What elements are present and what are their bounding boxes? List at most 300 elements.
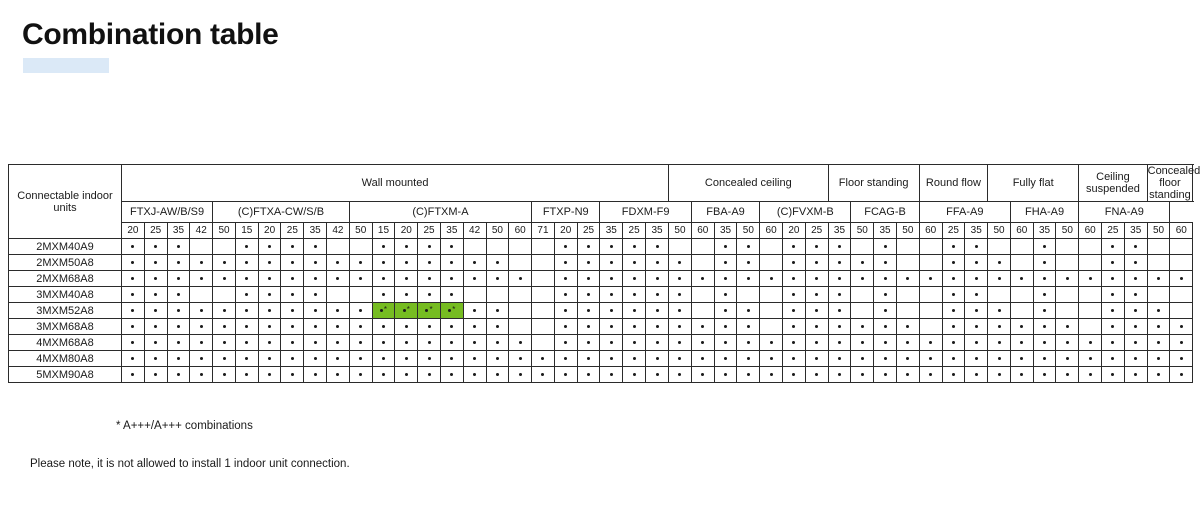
size-header: 35 bbox=[645, 223, 668, 239]
combination-cell bbox=[691, 335, 714, 351]
dot-icon bbox=[1066, 341, 1069, 344]
combination-cell bbox=[919, 335, 942, 351]
dot-icon bbox=[906, 277, 909, 280]
size-header: 42 bbox=[190, 223, 213, 239]
dot-icon bbox=[610, 293, 613, 296]
dot-icon bbox=[200, 261, 203, 264]
size-header: 35 bbox=[828, 223, 851, 239]
combination-cell bbox=[714, 319, 737, 335]
combination-cell bbox=[1170, 335, 1193, 351]
dot-icon bbox=[1157, 341, 1160, 344]
combination-cell bbox=[349, 255, 372, 271]
combination-cell bbox=[988, 255, 1011, 271]
combination-cell bbox=[783, 351, 806, 367]
dot-icon bbox=[1111, 341, 1114, 344]
combination-cell bbox=[1010, 255, 1033, 271]
combination-cell bbox=[1010, 351, 1033, 367]
dot-icon bbox=[1134, 373, 1137, 376]
size-header: 50 bbox=[737, 223, 760, 239]
dot-icon bbox=[656, 245, 659, 248]
combination-cell bbox=[349, 271, 372, 287]
combination-cell bbox=[714, 351, 737, 367]
dot-icon bbox=[1043, 245, 1046, 248]
combination-cell bbox=[691, 239, 714, 255]
combination-cell bbox=[988, 319, 1011, 335]
combination-cell bbox=[144, 303, 167, 319]
size-header: 35 bbox=[1033, 223, 1056, 239]
combination-cell bbox=[281, 303, 304, 319]
combination-cell bbox=[395, 287, 418, 303]
combination-cell bbox=[190, 239, 213, 255]
combination-cell bbox=[851, 255, 874, 271]
combination-cell bbox=[1170, 287, 1193, 303]
combination-cell bbox=[760, 351, 783, 367]
dot-icon bbox=[747, 325, 750, 328]
combination-cell bbox=[349, 367, 372, 383]
dot-icon bbox=[450, 357, 453, 360]
combination-cell bbox=[760, 255, 783, 271]
combination-cell bbox=[418, 287, 441, 303]
dot-icon bbox=[838, 293, 841, 296]
dot-icon bbox=[382, 373, 385, 376]
size-header: 35 bbox=[167, 223, 190, 239]
combination-cell bbox=[1079, 255, 1102, 271]
size-header: 71 bbox=[532, 223, 555, 239]
group-header: Fully flat bbox=[988, 165, 1079, 202]
combination-cell bbox=[395, 351, 418, 367]
dot-icon bbox=[792, 357, 795, 360]
combination-cell bbox=[874, 319, 897, 335]
model-header: FBA-A9 bbox=[691, 202, 759, 223]
dot-icon bbox=[154, 277, 157, 280]
combination-cell bbox=[942, 367, 965, 383]
combination-cell bbox=[919, 271, 942, 287]
dot-icon bbox=[906, 325, 909, 328]
combination-cell bbox=[828, 351, 851, 367]
indoor-unit-label: 5MXM90A8 bbox=[9, 367, 122, 383]
combination-cell bbox=[577, 319, 600, 335]
dot-icon bbox=[268, 373, 271, 376]
combination-cell bbox=[190, 351, 213, 367]
combination-cell bbox=[190, 271, 213, 287]
combination-cell bbox=[1056, 351, 1079, 367]
dot-icon bbox=[1180, 373, 1183, 376]
dot-icon bbox=[359, 373, 362, 376]
dot-icon bbox=[998, 373, 1001, 376]
combination-cell bbox=[190, 303, 213, 319]
combination-cell bbox=[304, 367, 327, 383]
combination-cell bbox=[1010, 239, 1033, 255]
combination-cell bbox=[554, 271, 577, 287]
dot-icon bbox=[1043, 309, 1046, 312]
combination-cell bbox=[1056, 239, 1079, 255]
dot-icon bbox=[861, 341, 864, 344]
dot-icon bbox=[952, 341, 955, 344]
dot-icon bbox=[450, 245, 453, 248]
combination-cell bbox=[988, 335, 1011, 351]
dot-icon bbox=[245, 245, 248, 248]
size-header: 60 bbox=[509, 223, 532, 239]
combination-cell bbox=[258, 319, 281, 335]
dot-icon bbox=[519, 277, 522, 280]
combination-cell bbox=[167, 239, 190, 255]
combination-cell bbox=[783, 255, 806, 271]
size-header: 50 bbox=[349, 223, 372, 239]
combination-cell bbox=[577, 239, 600, 255]
combination-cell bbox=[965, 271, 988, 287]
combination-cell bbox=[532, 271, 555, 287]
dot-icon bbox=[154, 261, 157, 264]
dot-icon bbox=[724, 261, 727, 264]
size-header: 50 bbox=[851, 223, 874, 239]
dot-icon bbox=[884, 373, 887, 376]
combination-cell bbox=[1056, 303, 1079, 319]
combination-cell bbox=[144, 351, 167, 367]
dot-icon bbox=[610, 357, 613, 360]
dot-icon bbox=[564, 245, 567, 248]
dot-icon bbox=[792, 309, 795, 312]
combination-cell bbox=[896, 239, 919, 255]
combination-cell bbox=[509, 239, 532, 255]
size-header: 25 bbox=[1102, 223, 1125, 239]
page-title: Combination table bbox=[22, 18, 279, 51]
combination-cell bbox=[395, 271, 418, 287]
combination-cell bbox=[714, 239, 737, 255]
dot-icon bbox=[587, 293, 590, 296]
combination-cell bbox=[577, 303, 600, 319]
dot-icon bbox=[884, 293, 887, 296]
dot-icon bbox=[952, 293, 955, 296]
combination-cell bbox=[281, 271, 304, 287]
combination-cell bbox=[737, 287, 760, 303]
combination-cell bbox=[1033, 303, 1056, 319]
dot-icon bbox=[1180, 341, 1183, 344]
combination-cell bbox=[440, 335, 463, 351]
dot-icon bbox=[1111, 309, 1114, 312]
combination-cell bbox=[645, 319, 668, 335]
combination-cell bbox=[440, 255, 463, 271]
combination-cell bbox=[167, 303, 190, 319]
combination-cell bbox=[1010, 367, 1033, 383]
corner-header-line2: units bbox=[53, 201, 77, 214]
size-header: 42 bbox=[463, 223, 486, 239]
dot-icon bbox=[223, 341, 226, 344]
dot-icon bbox=[1180, 325, 1183, 328]
combination-cell bbox=[509, 271, 532, 287]
combination-cell bbox=[372, 255, 395, 271]
combination-cell bbox=[1124, 335, 1147, 351]
combination-cell bbox=[1056, 271, 1079, 287]
dot-icon bbox=[314, 245, 317, 248]
combination-cell bbox=[623, 239, 646, 255]
dot-icon bbox=[656, 261, 659, 264]
combination-cell bbox=[1124, 239, 1147, 255]
dot-icon bbox=[815, 341, 818, 344]
size-header: 25 bbox=[281, 223, 304, 239]
combination-cell bbox=[1056, 319, 1079, 335]
combination-cell bbox=[645, 239, 668, 255]
dot-icon bbox=[268, 341, 271, 344]
combination-cell bbox=[213, 351, 236, 367]
combination-cell bbox=[965, 287, 988, 303]
dot-icon bbox=[1111, 245, 1114, 248]
combination-table bbox=[8, 164, 1200, 383]
model-header: (C)FTXA-CW/S/B bbox=[213, 202, 350, 223]
dot-icon bbox=[177, 277, 180, 280]
dot-icon bbox=[177, 293, 180, 296]
size-header: 50 bbox=[988, 223, 1011, 239]
combination-cell bbox=[190, 255, 213, 271]
dot-icon bbox=[1020, 373, 1023, 376]
combination-cell bbox=[805, 319, 828, 335]
dot-icon bbox=[336, 309, 339, 312]
combination-cell bbox=[122, 351, 145, 367]
dot-icon bbox=[473, 341, 476, 344]
dot-icon bbox=[131, 357, 134, 360]
dot-icon bbox=[724, 341, 727, 344]
dot-icon bbox=[633, 261, 636, 264]
dot-icon bbox=[154, 309, 157, 312]
indoor-unit-label: 3MXM40A8 bbox=[9, 287, 122, 303]
dot-icon bbox=[428, 357, 431, 360]
dot-icon bbox=[177, 325, 180, 328]
combination-cell bbox=[623, 319, 646, 335]
combination-cell bbox=[1079, 367, 1102, 383]
dot-icon bbox=[473, 277, 476, 280]
dot-icon bbox=[154, 325, 157, 328]
combination-cell bbox=[1147, 271, 1170, 287]
dot-icon bbox=[861, 261, 864, 264]
dot-icon bbox=[496, 325, 499, 328]
dot-icon bbox=[792, 341, 795, 344]
model-header: (C)FTXM-A bbox=[349, 202, 531, 223]
dot-icon bbox=[861, 325, 864, 328]
asterisk-marker: * bbox=[429, 305, 433, 315]
dot-icon bbox=[770, 277, 773, 280]
dot-icon bbox=[1157, 277, 1160, 280]
dot-icon bbox=[314, 261, 317, 264]
dot-icon bbox=[724, 357, 727, 360]
dot-icon bbox=[633, 245, 636, 248]
dot-icon bbox=[245, 309, 248, 312]
combination-cell bbox=[167, 351, 190, 367]
dot-icon bbox=[929, 373, 932, 376]
dot-icon bbox=[496, 261, 499, 264]
combination-cell bbox=[737, 367, 760, 383]
combination-cell bbox=[213, 319, 236, 335]
combination-cell bbox=[669, 271, 692, 287]
combination-cell bbox=[669, 255, 692, 271]
combination-cell bbox=[281, 239, 304, 255]
dot-icon bbox=[541, 357, 544, 360]
table-header bbox=[9, 165, 1200, 239]
table-row bbox=[9, 335, 1193, 351]
combination-cell bbox=[304, 271, 327, 287]
dot-icon bbox=[496, 309, 499, 312]
model-header: FTXP-N9 bbox=[532, 202, 600, 223]
combination-cell bbox=[1124, 319, 1147, 335]
combination-cell bbox=[190, 367, 213, 383]
size-header: 35 bbox=[1124, 223, 1147, 239]
dot-icon bbox=[177, 245, 180, 248]
size-header: 25 bbox=[144, 223, 167, 239]
dot-icon bbox=[724, 293, 727, 296]
combination-cell bbox=[965, 303, 988, 319]
combination-cell bbox=[1170, 351, 1193, 367]
dot-icon bbox=[678, 277, 681, 280]
dot-icon bbox=[496, 357, 499, 360]
dot-icon bbox=[405, 325, 408, 328]
combination-cell bbox=[965, 319, 988, 335]
combination-cell bbox=[1079, 287, 1102, 303]
dot-icon bbox=[382, 261, 385, 264]
dot-icon bbox=[815, 325, 818, 328]
dot-icon bbox=[200, 373, 203, 376]
combination-cell bbox=[509, 255, 532, 271]
dot-icon bbox=[1157, 373, 1160, 376]
combination-cell bbox=[235, 335, 258, 351]
combination-cell bbox=[440, 287, 463, 303]
combination-cell bbox=[1056, 255, 1079, 271]
dot-icon bbox=[428, 245, 431, 248]
combination-cell bbox=[281, 287, 304, 303]
combination-cell bbox=[623, 367, 646, 383]
size-header: 50 bbox=[896, 223, 919, 239]
combination-cell bbox=[509, 335, 532, 351]
combination-cell bbox=[327, 367, 350, 383]
combination-cell bbox=[144, 271, 167, 287]
combination-cell bbox=[258, 367, 281, 383]
dot-icon bbox=[359, 341, 362, 344]
table-row bbox=[9, 303, 1193, 319]
dot-icon bbox=[382, 357, 385, 360]
dot-icon bbox=[245, 261, 248, 264]
dot-icon bbox=[633, 373, 636, 376]
combination-cell bbox=[600, 351, 623, 367]
model-header: FFA-A9 bbox=[919, 202, 1010, 223]
combination-cell bbox=[1056, 367, 1079, 383]
combination-cell bbox=[349, 239, 372, 255]
dot-icon bbox=[1111, 293, 1114, 296]
dot-icon bbox=[656, 309, 659, 312]
combination-cell bbox=[1124, 271, 1147, 287]
dot-icon bbox=[223, 357, 226, 360]
dot-icon bbox=[291, 325, 294, 328]
combination-cell bbox=[1102, 255, 1125, 271]
combination-cell bbox=[258, 239, 281, 255]
dot-icon bbox=[678, 325, 681, 328]
combination-cell bbox=[327, 255, 350, 271]
size-header: 25 bbox=[418, 223, 441, 239]
size-header: 35 bbox=[874, 223, 897, 239]
combination-cell bbox=[418, 303, 441, 319]
size-header: 20 bbox=[783, 223, 806, 239]
combination-cell bbox=[1010, 271, 1033, 287]
combination-cell bbox=[1056, 335, 1079, 351]
dot-icon bbox=[610, 277, 613, 280]
dot-icon bbox=[403, 309, 406, 312]
combination-cell bbox=[783, 303, 806, 319]
combination-cell bbox=[532, 351, 555, 367]
combination-cell bbox=[486, 287, 509, 303]
combination-cell bbox=[235, 367, 258, 383]
dot-icon bbox=[952, 261, 955, 264]
combination-cell bbox=[463, 367, 486, 383]
combination-cell bbox=[1079, 239, 1102, 255]
dot-icon bbox=[1089, 357, 1092, 360]
combination-cell bbox=[532, 255, 555, 271]
combination-cell bbox=[1102, 239, 1125, 255]
combination-cell bbox=[851, 271, 874, 287]
combination-cell bbox=[1170, 303, 1193, 319]
dot-icon bbox=[291, 261, 294, 264]
dot-icon bbox=[382, 293, 385, 296]
combination-cell bbox=[327, 287, 350, 303]
combination-cell bbox=[463, 239, 486, 255]
dot-icon bbox=[633, 309, 636, 312]
combination-cell bbox=[600, 287, 623, 303]
combination-cell bbox=[896, 367, 919, 383]
combination-cell bbox=[554, 255, 577, 271]
table-row bbox=[9, 255, 1193, 271]
combination-cell bbox=[942, 271, 965, 287]
dot-icon bbox=[1066, 357, 1069, 360]
dot-icon bbox=[633, 293, 636, 296]
dot-icon bbox=[314, 293, 317, 296]
dot-icon bbox=[291, 245, 294, 248]
combination-cell bbox=[463, 303, 486, 319]
dot-icon bbox=[861, 373, 864, 376]
combination-cell bbox=[190, 319, 213, 335]
size-header: 25 bbox=[805, 223, 828, 239]
dot-icon bbox=[975, 309, 978, 312]
dot-icon bbox=[496, 373, 499, 376]
dot-icon bbox=[496, 341, 499, 344]
dot-icon bbox=[815, 245, 818, 248]
dot-icon bbox=[336, 341, 339, 344]
combination-cell bbox=[942, 319, 965, 335]
dot-icon bbox=[838, 357, 841, 360]
dot-icon bbox=[1066, 373, 1069, 376]
combination-cell bbox=[281, 351, 304, 367]
combination-cell bbox=[1170, 319, 1193, 335]
combination-cell bbox=[828, 303, 851, 319]
size-header: 20 bbox=[395, 223, 418, 239]
dot-icon bbox=[747, 277, 750, 280]
dot-icon bbox=[1157, 309, 1160, 312]
dot-icon bbox=[701, 325, 704, 328]
model-header: FDXM-F9 bbox=[600, 202, 691, 223]
combination-cell bbox=[167, 271, 190, 287]
combination-cell bbox=[395, 303, 418, 319]
dot-icon bbox=[998, 261, 1001, 264]
dot-icon bbox=[838, 341, 841, 344]
combination-cell bbox=[1147, 303, 1170, 319]
combination-cell bbox=[805, 303, 828, 319]
combination-cell bbox=[942, 351, 965, 367]
combination-cell bbox=[281, 255, 304, 271]
combination-cell bbox=[1124, 367, 1147, 383]
dot-icon bbox=[382, 277, 385, 280]
dot-icon bbox=[998, 341, 1001, 344]
dot-icon bbox=[223, 309, 226, 312]
combination-cell bbox=[258, 287, 281, 303]
combination-cell bbox=[122, 319, 145, 335]
dot-icon bbox=[884, 325, 887, 328]
asterisk-marker: * bbox=[452, 305, 456, 315]
dot-icon bbox=[906, 341, 909, 344]
combination-cell bbox=[851, 319, 874, 335]
